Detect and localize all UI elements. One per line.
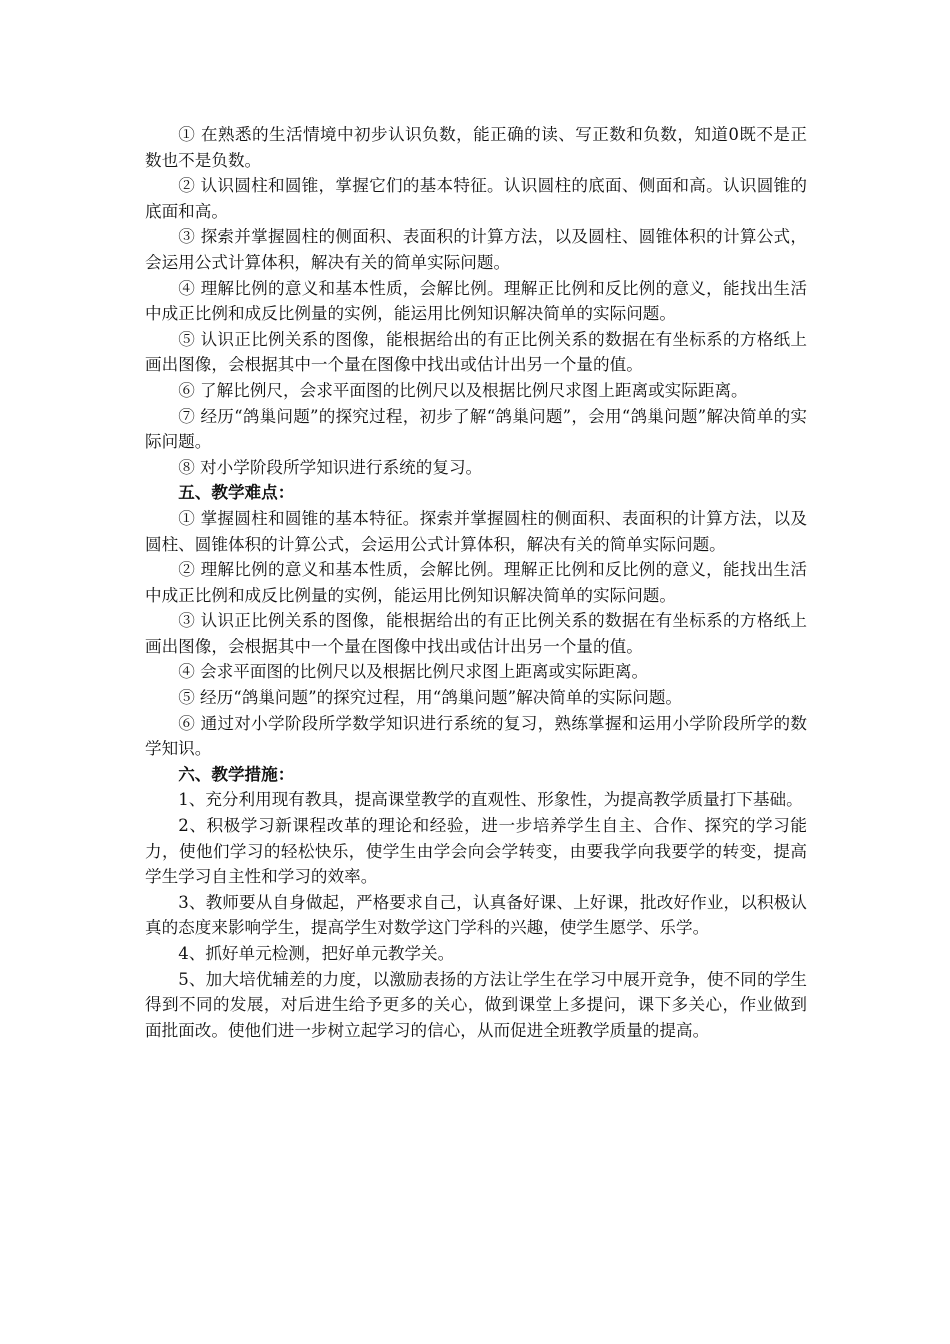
objective-item-4: ④ 理解比例的意义和基本性质，会解比例。理解正比例和反比例的意义，能找出生活中成正比例和成反比例量的实例，能运用比例知识解决简单的实际问题。 [145, 278, 807, 324]
objective-item-5: ⑤ 认识正比例关系的图像，能根据给出的有正比例关系的数据在有坐标系的方格纸上画出图像，会根据其中一个量在图像中找出或估计出另一个量的值。 [145, 329, 807, 375]
difficulty-item-5: ⑤ 经历“鸽巢问题”的探究过程，用“鸽巢问题”解决简单的实际问题。 [178, 688, 683, 708]
objective-item-6: ⑥ 了解比例尺，会求平面图的比例尺以及根据比例尺求图上距离或实际距离。 [178, 380, 748, 400]
objective-item-8: ⑧ 对小学阶段所学知识进行系统的复习。 [178, 457, 483, 477]
measure-item-2: 2、积极学习新课程改革的理论和经验，进一步培养学生自主、合作、探究的学习能力，使他们学习的轻松快乐，使学生由学会向会学转变，由要我学向我要学的转变，提高学生学习自主性和学习的效率。 [145, 816, 807, 887]
objective-item-7: ⑦ 经历“鸽巢问题”的探究过程，初步了解“鸽巢问题”，会用“鸽巢问题”解决简单的实际问题。 [145, 406, 807, 452]
measure-item-1: 1、充分利用现有教具，提高课堂教学的直观性、形象性，为提高教学质量打下基础。 [178, 790, 803, 810]
difficulty-item-2: ② 理解比例的意义和基本性质，会解比例。理解正比例和反比例的意义，能找出生活中成正比例和成反比例量的实例，能运用比例知识解决简单的实际问题。 [145, 560, 807, 605]
measure-item-3: 3、教师要从自身做起，严格要求自己，认真备好课、上好课，批改好作业，以积极认真的态度来影响学生，提高学生对数学这门学科的兴趣，使学生愿学、乐学。 [145, 892, 807, 938]
objective-item-3: ③ 探索并掌握圆柱的侧面积、表面积的计算方法，以及圆柱、圆锥体积的计算公式，会运用公式计算体积，解决有关的简单实际问题。 [145, 227, 807, 272]
difficulty-item-1: ① 掌握圆柱和圆锥的基本特征。探索并掌握圆柱的侧面积、表面积的计算方法，以及圆柱、圆锥体积的计算公式，会运用公式计算体积，解决有关的简单实际问题。 [145, 508, 807, 554]
objective-item-2: ② 认识圆柱和圆锥，掌握它们的基本特征。认识圆柱的底面、侧面和高。认识圆锥的底面和高。 [145, 176, 807, 221]
objective-item-1: ① 在熟悉的生活情境中初步认识负数，能正确的读、写正数和负数，知道0既不是正数也不是负数。 [145, 125, 807, 170]
difficulty-item-6: ⑥ 通过对小学阶段所学数学知识进行系统的复习，熟练掌握和运用小学阶段所学的数学知识。 [145, 713, 807, 759]
difficulties-heading: 五、教学难点： [178, 483, 295, 503]
difficulty-item-4: ④ 会求平面图的比例尺以及根据比例尺求图上距离或实际距离。 [178, 662, 649, 682]
document-page [145, 122, 807, 1043]
measures-heading: 六、教学措施： [178, 764, 295, 784]
measures-section [145, 762, 807, 1044]
difficulty-item-3: ③ 认识正比例关系的图像，能根据给出的有正比例关系的数据在有坐标系的方格纸上画出图像，会根据其中一个量在图像中找出或估计出另一个量的值。 [145, 611, 807, 656]
difficulties-section [145, 480, 807, 762]
objectives-section [145, 122, 807, 480]
measure-item-4: 4、抓好单元检测，把好单元教学关。 [178, 944, 455, 963]
measure-item-5: 5、加大培优辅差的力度，以激励表扬的方法让学生在学习中展开竞争，使不同的学生得到不同的发展，对后进生给予更多的关心，做到课堂上多提问，课下多关心，作业做到面批面改。使他们进一步树立起学习的信心，从而促进全班教学质量的提高。 [145, 969, 807, 1040]
